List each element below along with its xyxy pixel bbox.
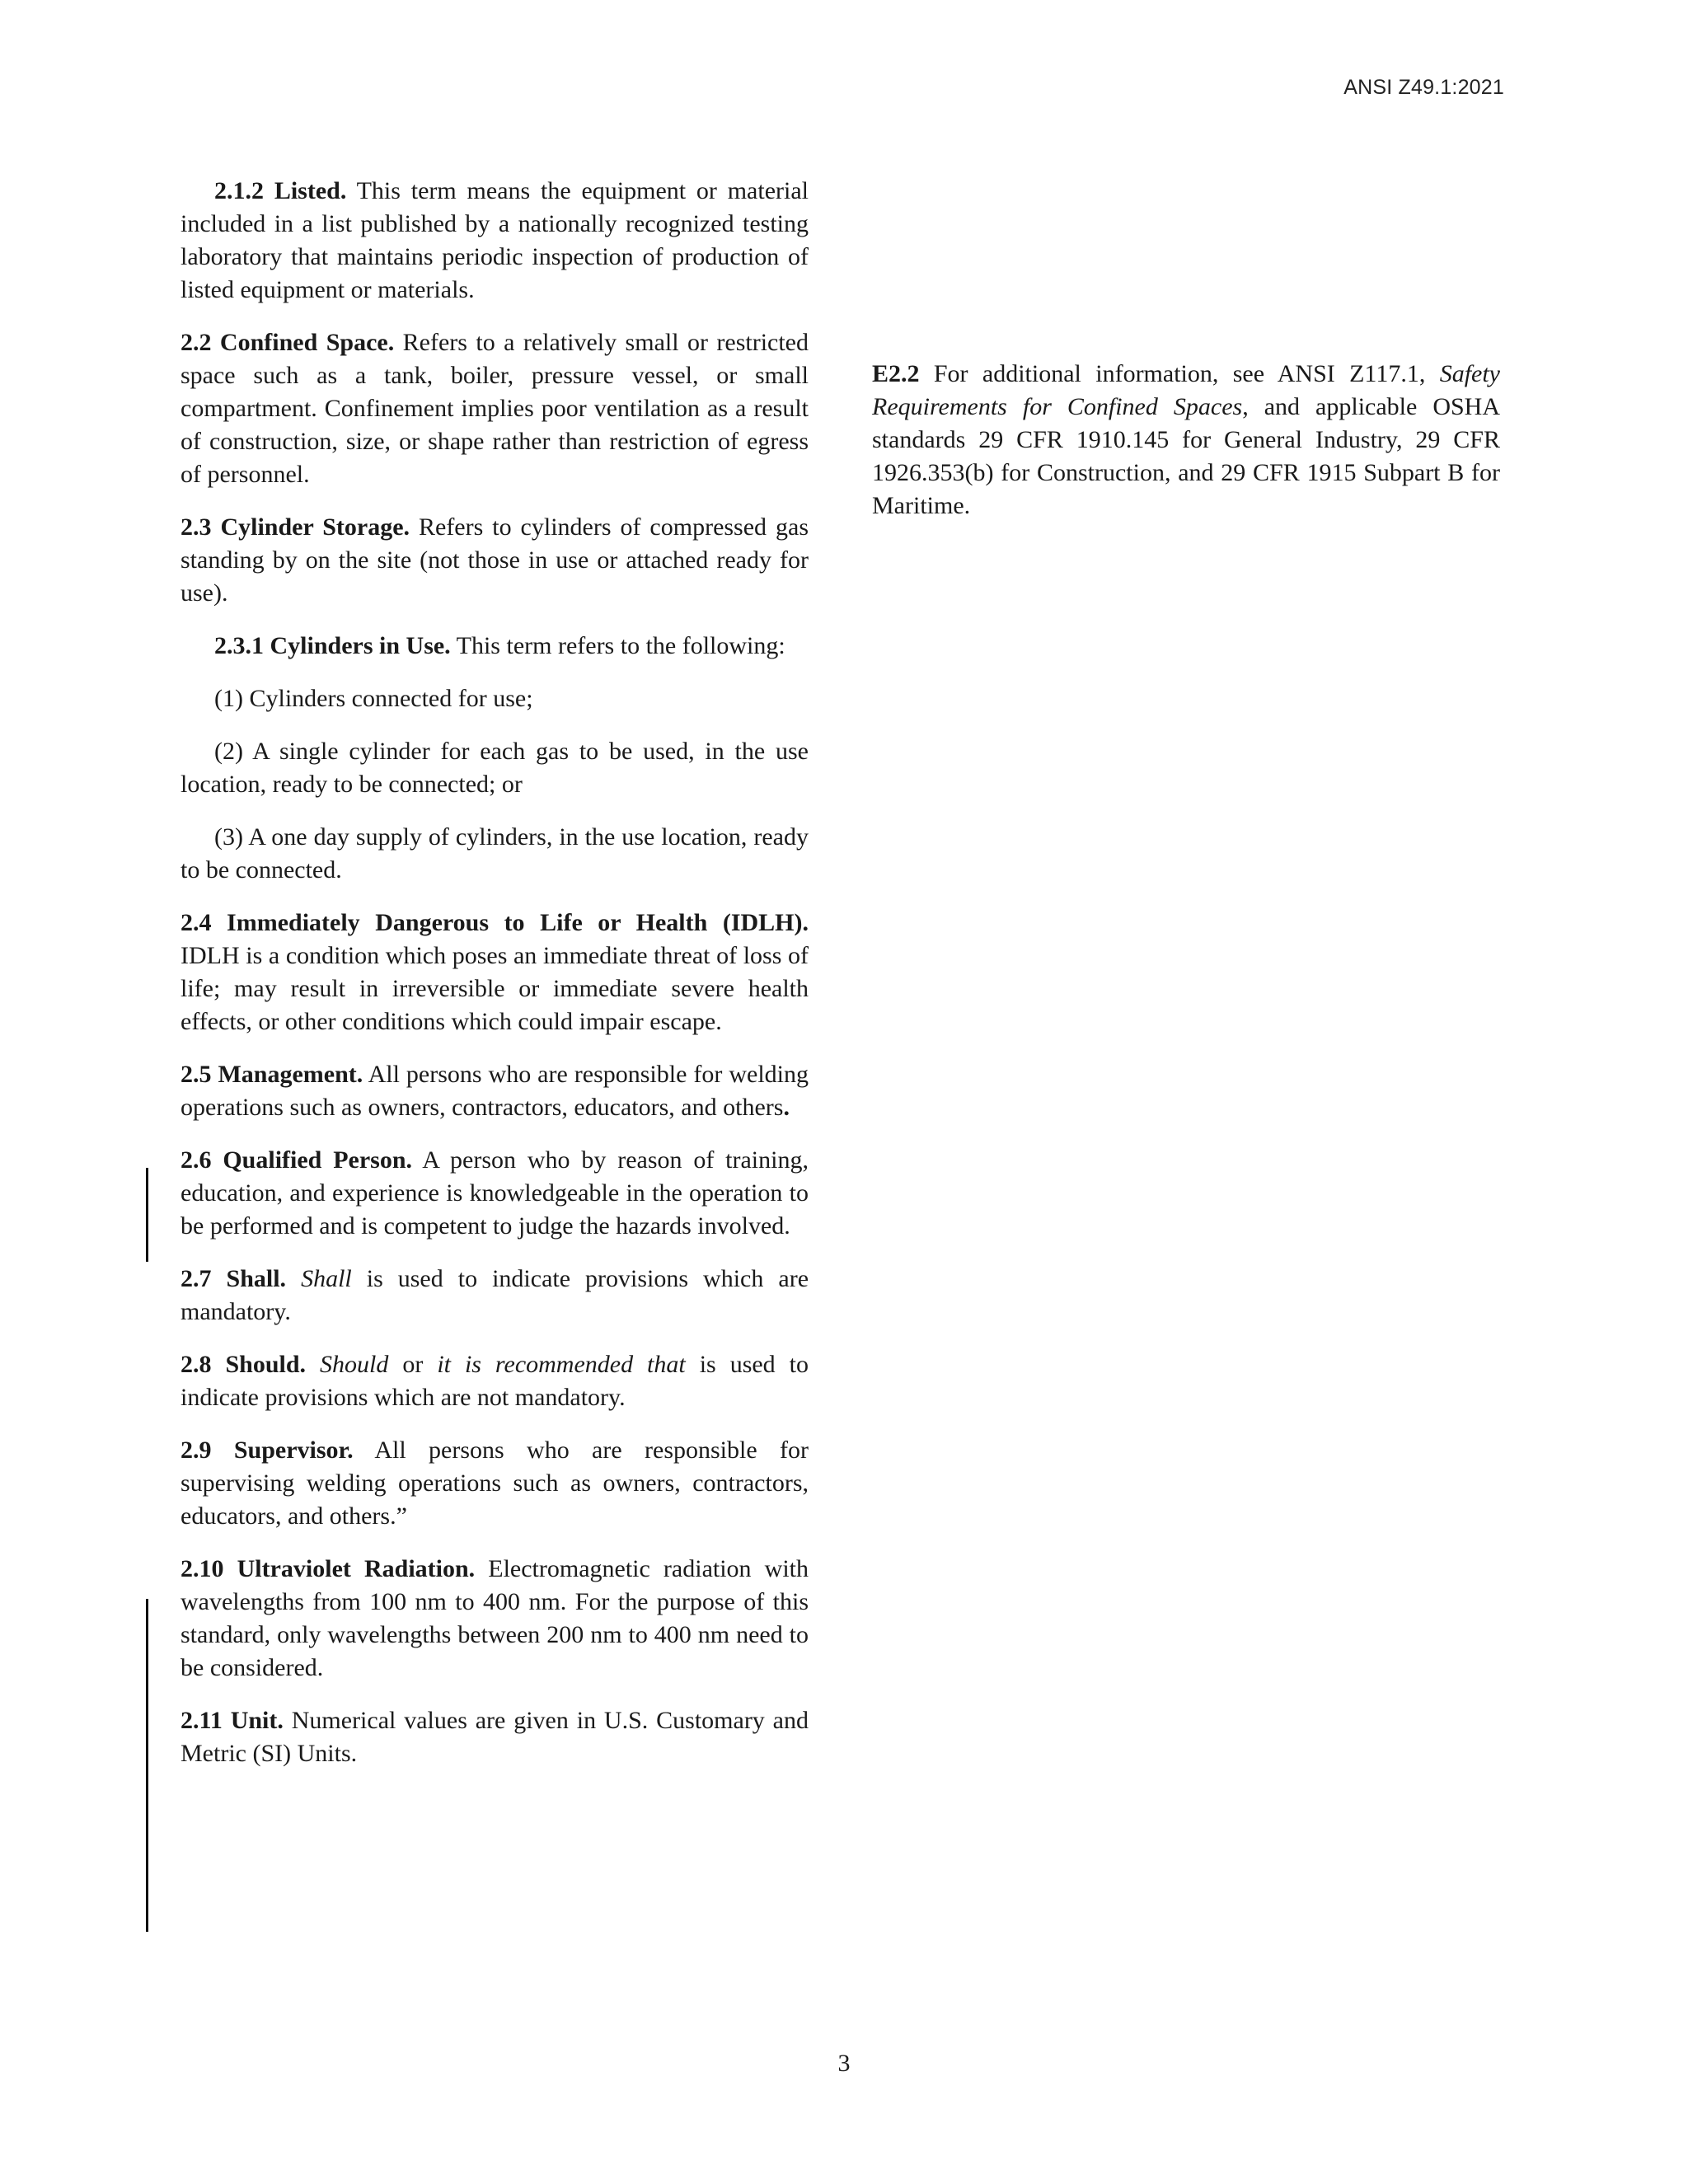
revision-change-bar-supervisor-to-unit [146, 1599, 148, 1932]
term-heading: 2.1.2 Listed. [214, 177, 347, 204]
explanation-text: For additional information, see ANSI Z117.1, [919, 360, 1440, 387]
definition-text: Refers to cylinders of compressed gas standing by on the site (not those in use or attached ready for use). [181, 513, 809, 607]
definition-text: All persons who are responsible for welding operations such as owners, contractors, educators, and others [181, 1061, 809, 1121]
section-2-11-unit [181, 1704, 809, 1770]
referenced-standard-title: Safety Requirements for Confined Spaces [872, 360, 1500, 420]
explanation-text-continued: , and applicable OSHA standards 29 CFR 1910.145 for General Industry, 29 CFR 1926.353(b) for Construction, and 29 CFR 1915 Subpart B for Maritime. [872, 393, 1501, 519]
section-2-9-supervisor [181, 1434, 809, 1533]
section-2-10-ultraviolet-radiation [181, 1553, 809, 1685]
term-heading: 2.6 Qualified Person. [181, 1146, 413, 1174]
explanation-e2-2 [872, 358, 1500, 523]
definition-text: is used to indicate provisions which are mandatory. [181, 1265, 809, 1325]
term-heading: 2.3 Cylinder Storage. [181, 513, 410, 541]
list-item-2: (2) A single cylinder for each gas to be used, in the use location, ready to be connected; or [181, 738, 809, 798]
section-2-1-2-listed [181, 175, 809, 307]
term-heading: 2.7 Shall. [181, 1265, 287, 1292]
section-2-3-cylinder-storage [181, 511, 809, 610]
section-2-8-should [181, 1348, 809, 1414]
left-column [181, 175, 809, 1790]
term-heading: 2.2 Confined Space. [181, 329, 395, 356]
term-heading: 2.5 Management. [181, 1061, 363, 1088]
term-heading: 2.3.1 Cylinders in Use. [214, 632, 451, 659]
right-column-explanatory-notes [872, 358, 1500, 542]
page-number: 3 [837, 2050, 851, 2077]
definition-text: Electromagnetic radiation with wavelengths from 100 nm to 400 nm. For the purpose of this standard, only wavelengths between 200 nm to 400 nm need to be considered. [181, 1555, 809, 1681]
definition-text: is used to indicate provisions which are not mandatory. [181, 1351, 809, 1411]
section-2-5-management [181, 1058, 809, 1124]
definition-text: This term means the equipment or material included in a list published by a nationally recognized testing laboratory that maintains periodic inspection of production of listed equipment or materials. [181, 177, 809, 303]
explanation-label: E2.2 [872, 360, 920, 387]
section-2-3-1-cylinders-in-use [181, 630, 809, 663]
list-item-1: (1) Cylinders connected for use; [214, 685, 533, 712]
connector-text: or [388, 1351, 438, 1378]
definition-text: IDLH is a condition which poses an immediate threat of loss of life; may result in irreversible or immediate severe health effects, or other conditions which could impair escape. [181, 942, 809, 1035]
term-heading: 2.9 Supervisor. [181, 1436, 354, 1464]
definition-text: This term refers to the following: [450, 632, 785, 659]
definition-text: Refers to a relatively small or restricted space such as a tank, boiler, pressure vessel, or small compartment. Confinement implies poor ventilation as a result of construction, size, or shape rather than restriction of egress of personnel. [181, 329, 809, 488]
section-2-2-confined-space [181, 326, 809, 491]
term-heading: 2.4 Immediately Dangerous to Life or Health (IDLH). [181, 909, 809, 936]
definition-text: Numerical values are given in U.S. Customary and Metric (SI) Units. [181, 1707, 809, 1767]
term-heading: 2.11 Unit. [181, 1707, 284, 1734]
section-2-4-idlh [181, 907, 809, 1038]
section-2-6-qualified-person [181, 1144, 809, 1243]
section-2-7-shall [181, 1263, 809, 1329]
definition-end-period: . [783, 1094, 790, 1121]
definition-text: All persons who are responsible for supervising welding operations such as owners, contractors, educators, and others.” [181, 1436, 809, 1530]
definition-text: A person who by reason of training, education, and experience is knowledgeable in the operation to be performed and is competent to judge the hazards involved. [181, 1146, 809, 1240]
emphasized-phrase: it is recommended that [437, 1351, 686, 1378]
term-heading: 2.10 Ultraviolet Radiation. [181, 1555, 476, 1582]
revision-change-bar-management [146, 1168, 148, 1262]
list-item-3: (3) A one day supply of cylinders, in the use location, ready to be connected. [181, 823, 809, 883]
emphasized-term: Shall [301, 1265, 352, 1292]
term-heading: 2.8 Should. [181, 1351, 307, 1378]
emphasized-term: Should [320, 1351, 389, 1378]
document-header-standard-id: ANSI Z49.1:2021 [1343, 76, 1504, 99]
